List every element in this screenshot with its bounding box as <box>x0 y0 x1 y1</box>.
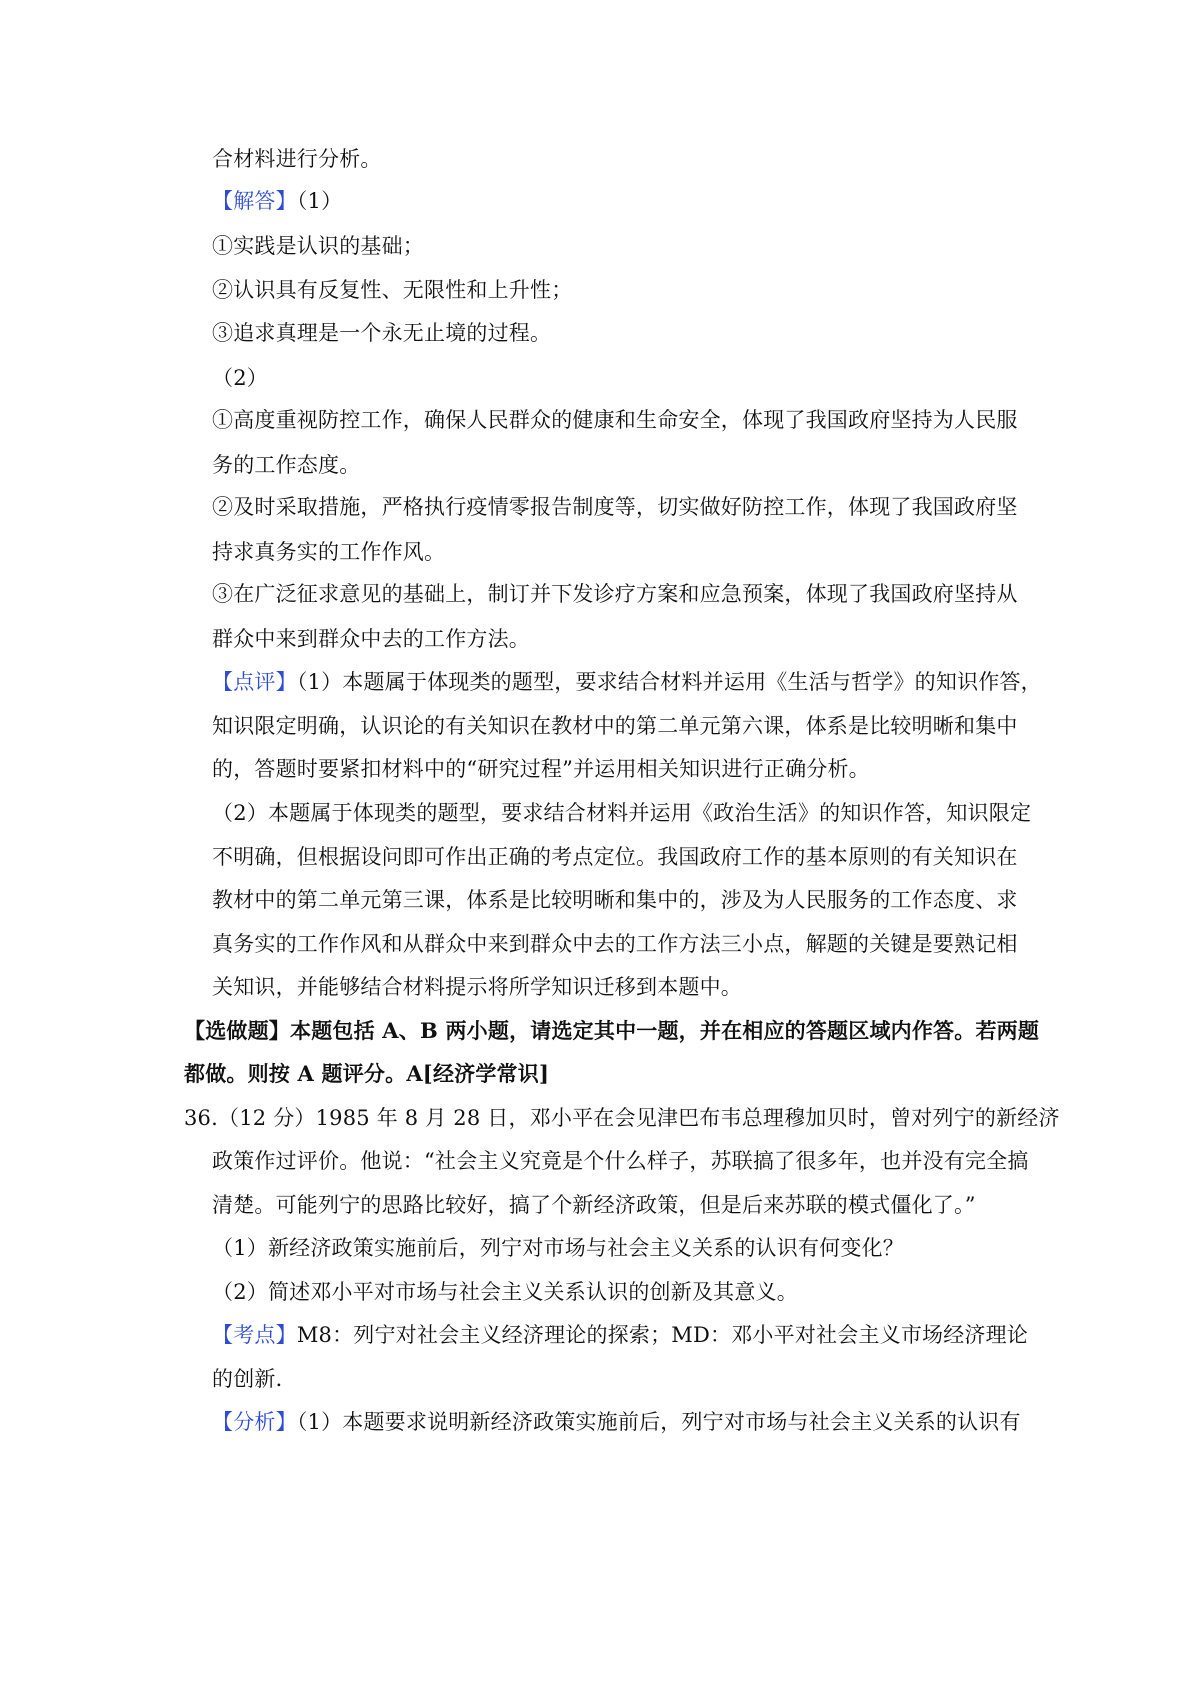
text-line: ③在广泛征求意见的基础上，制订并下发诊疗方案和应急预案，体现了我国政府坚持从 <box>212 582 1018 606</box>
text-line: 教材中的第二单元第三课，体系是比较明晰和集中的，涉及为人民服务的工作态度、求 <box>212 888 1018 912</box>
analysis-line <box>212 1407 1021 1437</box>
text-line: 真务实的工作作风和从群众中来到群众中去的工作方法三小点，解题的关键是要熟记相 <box>212 932 1018 956</box>
comment-line <box>212 667 1042 697</box>
text-line: ②及时采取措施，严格执行疫情零报告制度等，切实做好防控工作，体现了我国政府坚 <box>212 495 1018 519</box>
text-line: 务的工作态度。 <box>212 453 361 477</box>
answer-line <box>212 186 342 216</box>
sub-question: （1）新经济政策实施前后，列宁对市场与社会主义关系的认识有何变化？ <box>212 1236 904 1260</box>
exam-point-line <box>212 1320 1028 1350</box>
text-line: ③追求真理是一个永无止境的过程。 <box>212 321 552 345</box>
text-line: 群众中来到群众中去的工作方法。 <box>212 627 530 651</box>
exam-point-text: M8：列宁对社会主义经济理论的探索；MD：邓小平对社会主义市场经济理论 <box>296 1323 1029 1347</box>
text-line: ①高度重视防控工作，确保人民群众的健康和生命安全，体现了我国政府坚持为人民服 <box>212 408 1018 432</box>
question-line: 政策作过评价。他说：“社会主义究竟是个什么样子，苏联搞了很多年，也并没有完全搞 <box>212 1149 1029 1173</box>
analysis-text: （1）本题要求说明新经济政策实施前后，列宁对市场与社会主义关系的认识有 <box>296 1410 1021 1434</box>
answer-text: （1） <box>296 189 343 213</box>
question-line: 36.（12 分）1985 年 8 月 28 日，邓小平在会见津巴布韦总理穆加贝时，曾对列宁的新经济 <box>184 1106 1060 1130</box>
text-line: 关知识，并能够结合材料提示将所学知识迁移到本题中。 <box>212 975 742 999</box>
analysis-tag: 【分析】 <box>212 1410 297 1434</box>
text-line: 的创新． <box>212 1367 297 1391</box>
text-line: ①实践是认识的基础； <box>212 234 424 258</box>
text-line: （2）本题属于体现类的题型，要求结合材料并运用《政治生活》的知识作答，知识限定 <box>212 801 1032 825</box>
text-line: 的，答题时要紧扣材料中的“研究过程”并运用相关知识进行正确分析。 <box>212 757 870 781</box>
text-line: ②认识具有反复性、无限性和上升性； <box>212 278 573 302</box>
exam-point-tag: 【考点】 <box>212 1323 297 1347</box>
text-line: 知识限定明确，认识论的有关知识在教材中的第二单元第六课，体系是比较明晰和集中 <box>212 714 1018 738</box>
comment-text: （1）本题属于体现类的题型，要求结合材料并运用《生活与哲学》的知识作答， <box>296 670 1042 694</box>
text-line: 持求真务实的工作作风。 <box>212 540 446 564</box>
text-line: （2） <box>212 366 268 390</box>
text-line: 不明确，但根据设问即可作出正确的考点定位。我国政府工作的基本原则的有关知识在 <box>212 845 1018 869</box>
comment-tag: 【点评】 <box>212 670 297 694</box>
section-heading: 【选做题】本题包括 A、B 两小题，请选定其中一题，并在相应的答题区域内作答。若两题 <box>184 1018 1040 1043</box>
answer-tag: 【解答】 <box>212 189 297 213</box>
section-heading: 都做。则按 A 题评分。A[经济学常识] <box>184 1061 550 1086</box>
question-line: 清楚。可能列宁的思路比较好，搞了个新经济政策，但是后来苏联的模式僵化了。” <box>212 1193 976 1217</box>
text-line: 合材料进行分析。 <box>212 147 382 171</box>
sub-question: （2）简述邓小平对市场与社会主义关系认识的创新及其意义。 <box>212 1280 798 1304</box>
